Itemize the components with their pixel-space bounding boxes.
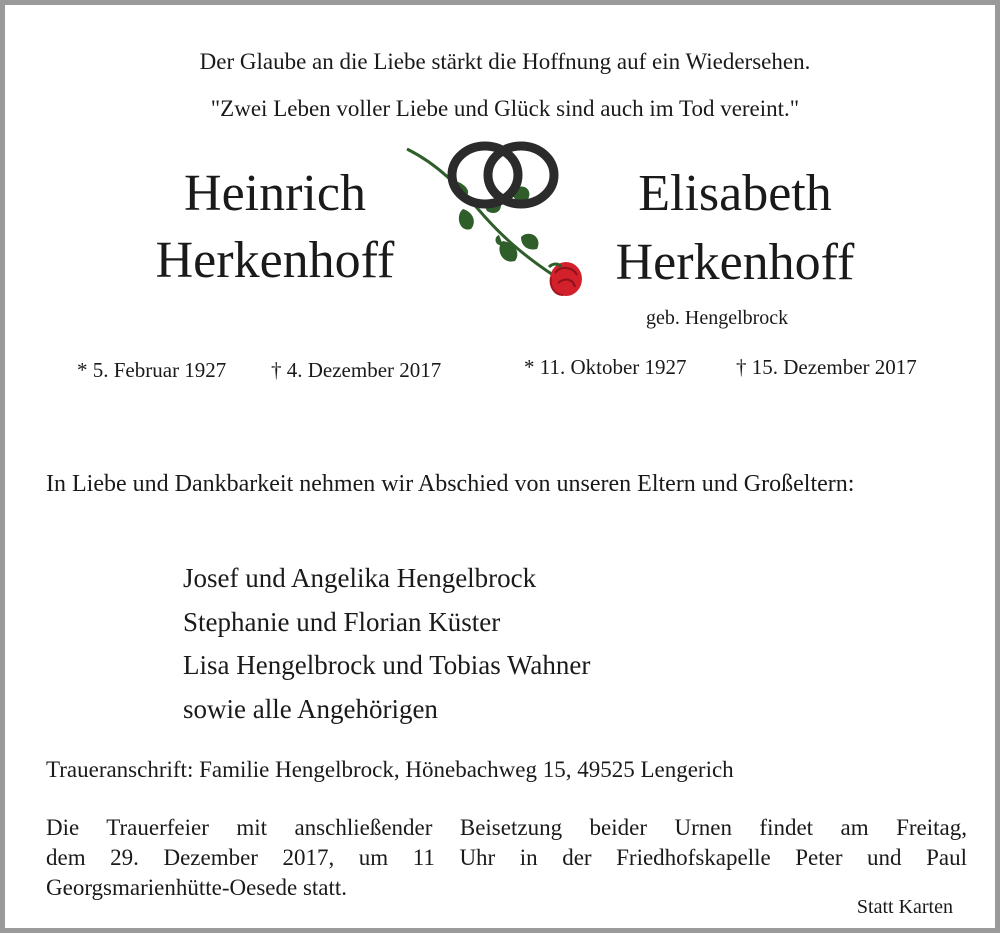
survivors-list: [183, 557, 590, 731]
left-death-date: † 4. Dezember 2017: [271, 358, 442, 382]
left-birth-date: * 5. Februar 1927: [77, 358, 227, 382]
mourning-address: Traueranschrift: Familie Hengelbrock, Hönebachweg 15, 49525 Lengerich: [46, 757, 734, 782]
farewell-text: In Liebe und Dankbarkeit nehmen wir Abschied von unseren Eltern und Großeltern:: [46, 471, 855, 497]
survivor-line: sowie alle Angehörigen: [183, 693, 438, 724]
ceremony-line-1: Die Trauerfeier mit anschließender Beisetzung beider Urnen findet am Freitag,: [46, 815, 967, 840]
right-birth-date: * 11. Oktober 1927: [524, 355, 687, 379]
motto-line-2: "Zwei Leben voller Liebe und Glück sind auch im Tod vereint.": [210, 96, 800, 121]
left-last-name: Herkenhoff: [155, 232, 395, 289]
ceremony-line-2: dem 29. Dezember 2017, um 11 Uhr in der Friedhofskapelle Peter und Paul: [46, 845, 967, 870]
right-maiden-name: geb. Hengelbrock: [646, 307, 789, 329]
statt-karten-note: Statt Karten: [856, 896, 953, 918]
wedding-rings-rose-icon: [403, 137, 593, 305]
ceremony-line-3: Georgsmarienhütte-Oesede statt.: [46, 875, 348, 900]
ceremony-text: [46, 813, 967, 903]
motto-line-1: Der Glaube an die Liebe stärkt die Hoffnung auf ein Wiedersehen.: [199, 49, 811, 74]
survivor-line: Josef und Angelika Hengelbrock: [183, 563, 537, 593]
left-first-name: Heinrich: [184, 165, 366, 222]
survivor-line: Lisa Hengelbrock und Tobias Wahner: [183, 650, 591, 680]
right-first-name: Elisabeth: [638, 165, 832, 222]
survivor-line: Stephanie und Florian Küster: [183, 606, 501, 637]
right-death-date: † 15. Dezember 2017: [736, 355, 917, 379]
right-last-name: Herkenhoff: [615, 234, 855, 291]
